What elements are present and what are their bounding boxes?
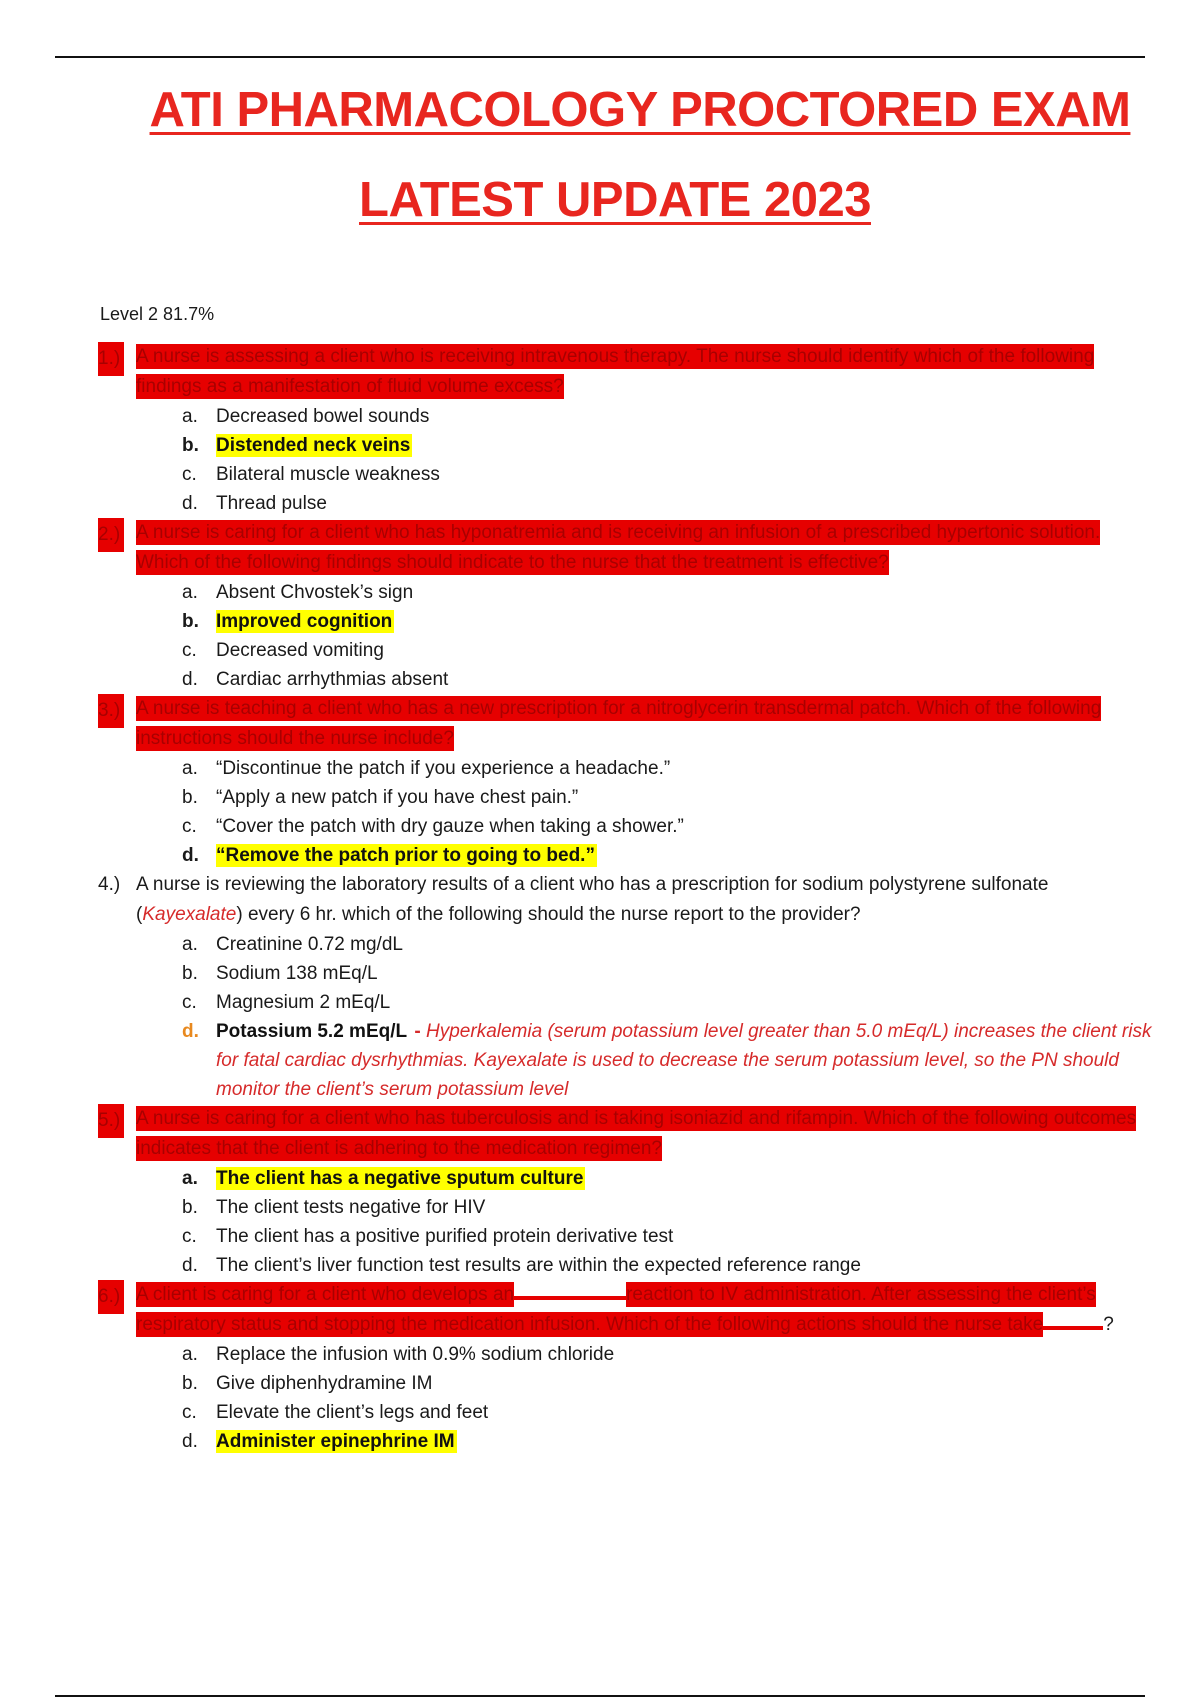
option [182, 1193, 1158, 1222]
option [182, 1222, 1158, 1251]
option-letter: d. [182, 1431, 198, 1452]
document-title-line2: LATEST UPDATE 2023 [359, 173, 871, 227]
options-list [98, 754, 1158, 870]
option-letter: a. [182, 406, 198, 427]
correct-option [182, 1017, 1158, 1104]
drug-name: Kayexalate [142, 904, 237, 925]
option [182, 1251, 1158, 1280]
option-letter: b. [182, 611, 199, 632]
answer-rationale: Hyperkalemia (serum potassium level greater than 5.0 mEq/L) increases the client risk for fatal cardiac dysrhythmias. Kayexalate is used to decrease the serum potassium level, so the PN should monitor the client’s serum potassium level [216, 1021, 1152, 1100]
stem-text: ) every 6 hr. which of the following should the nurse report to the provider? [236, 904, 861, 925]
question-stem: A nurse is teaching a client who has a new prescription for a nitroglycerin transdermal patch. Which of the following instructions should the nurse include? [136, 698, 1102, 749]
option [182, 460, 1158, 489]
question-stem: A nurse is caring for a client who has hyponatremia and is receiving an infusion of a prescribed hypertonic solution. Which of the following findings should indicate to the nurse that the treatment is effective? [136, 522, 1101, 573]
correct-option [182, 841, 1158, 870]
option-letter: d. [182, 669, 198, 690]
option [182, 665, 1158, 694]
option-letter: a. [182, 758, 198, 779]
question-list [98, 342, 1158, 1456]
option-letter: d. [182, 493, 198, 514]
option-text: Decreased bowel sounds [216, 406, 430, 427]
question-stem [136, 1284, 1114, 1335]
option-letter: b. [182, 1197, 198, 1218]
option-letter: c. [182, 1226, 197, 1247]
option-letter: d. [182, 1255, 198, 1276]
question-6 [98, 1280, 1158, 1340]
option-text: Sodium 138 mEq/L [216, 963, 378, 984]
option-text: Elevate the client’s legs and feet [216, 1402, 489, 1423]
option-text: Creatinine 0.72 mg/dL [216, 934, 403, 955]
question-number: 4.) [98, 874, 121, 895]
option-text: “Discontinue the patch if you experience a headache.” [216, 758, 671, 779]
option-letter: c. [182, 816, 197, 837]
option-text: Improved cognition [216, 611, 393, 632]
stem-text: A nurse is reviewing the laboratory results of a client who has a prescription for sodium polystyrene sulfonate ( [136, 874, 1049, 925]
option [182, 812, 1158, 841]
option-text: The client has a negative sputum culture [216, 1168, 584, 1189]
level-score: Level 2 81.7% [100, 304, 215, 324]
option [182, 930, 1158, 959]
option-text: The client has a positive purified protein derivative test [216, 1226, 674, 1247]
option-letter: c. [182, 1402, 197, 1423]
question-number: 5.) [98, 1104, 124, 1138]
blank-gap [514, 1296, 626, 1300]
option-text: Magnesium 2 mEq/L [216, 992, 391, 1013]
option-text: Replace the infusion with 0.9% sodium chloride [216, 1344, 615, 1365]
stem-end: ? [1103, 1314, 1114, 1335]
option-text: “Cover the patch with dry gauze when taking a shower.” [216, 816, 684, 837]
question-stem: A nurse is caring for a client who has tuberculosis and is taking isoniazid and rifampin. Which of the following outcomes indicates that the client is adhering to the medication regimen? [136, 1108, 1137, 1159]
option [182, 1398, 1158, 1427]
option-letter: d. [182, 845, 199, 866]
rationale-separator: - [409, 1021, 427, 1042]
options-list [98, 1340, 1158, 1456]
options-list [98, 402, 1158, 518]
correct-option [182, 1427, 1158, 1456]
stem-text: A client is caring for a client who develops an [136, 1284, 515, 1305]
option-letter: a. [182, 582, 198, 603]
question-2 [98, 518, 1158, 578]
option-letter: a. [182, 1168, 198, 1189]
options-list [98, 930, 1158, 1104]
option [182, 578, 1158, 607]
option-letter: b. [182, 787, 198, 808]
option-text: Distended neck veins [216, 435, 411, 456]
option [182, 489, 1158, 518]
option-text: The client tests negative for HIV [216, 1197, 486, 1218]
question-4 [98, 870, 1158, 930]
question-number: 6.) [98, 1280, 124, 1314]
correct-option [182, 607, 1158, 636]
option [182, 783, 1158, 812]
question-number: 2.) [98, 518, 124, 552]
question-3 [98, 694, 1158, 754]
top-rule [55, 56, 1145, 58]
option-text: Absent Chvostek’s sign [216, 582, 414, 603]
options-list [98, 578, 1158, 694]
option-text: Thread pulse [216, 493, 327, 514]
option-letter: b. [182, 1373, 198, 1394]
option-letter: c. [182, 640, 197, 661]
question-stem [136, 874, 1048, 925]
option-text: The client’s liver function test results are within the expected reference range [216, 1255, 861, 1276]
blank-gap [1043, 1326, 1103, 1330]
question-5 [98, 1104, 1158, 1164]
option [182, 402, 1158, 431]
option-text: Bilateral muscle weakness [216, 464, 440, 485]
option-letter: c. [182, 992, 197, 1013]
question-number: 3.) [98, 694, 124, 728]
correct-option [182, 1164, 1158, 1193]
option-letter: a. [182, 934, 198, 955]
option-letter: b. [182, 435, 199, 456]
question-number: 1.) [98, 342, 124, 376]
option [182, 1369, 1158, 1398]
option-text: “Apply a new patch if you have chest pain.” [216, 787, 579, 808]
option-letter: d. [182, 1021, 199, 1042]
question-1 [98, 342, 1158, 402]
option-letter: a. [182, 1344, 198, 1365]
options-list [98, 1164, 1158, 1280]
correct-option [182, 431, 1158, 460]
option-text: Cardiac arrhythmias absent [216, 669, 449, 690]
option-text: Give diphenhydramine IM [216, 1373, 433, 1394]
option [182, 754, 1158, 783]
bottom-rule [55, 1695, 1145, 1697]
stem-text: reaction to IV administration. After assessing the client’s respiratory status and stopping the medication infusion. Which of the following actions should the nurse take [136, 1284, 1096, 1335]
option-text: “Remove the patch prior to going to bed.” [216, 845, 595, 866]
option [182, 636, 1158, 665]
option-letter: b. [182, 963, 198, 984]
option-text: Decreased vomiting [216, 640, 384, 661]
option [182, 959, 1158, 988]
option-text: Administer epinephrine IM [216, 1431, 455, 1452]
option [182, 1340, 1158, 1369]
document-title-line1: ATI PHARMACOLOGY PROCTORED EXAM [149, 83, 1131, 137]
option-letter: c. [182, 464, 197, 485]
option-text: Potassium 5.2 mEq/L [216, 1021, 408, 1042]
question-stem: A nurse is assessing a client who is receiving intravenous therapy. The nurse should identify which of the following findings as a manifestation of fluid volume excess? [136, 346, 1095, 397]
option [182, 988, 1158, 1017]
